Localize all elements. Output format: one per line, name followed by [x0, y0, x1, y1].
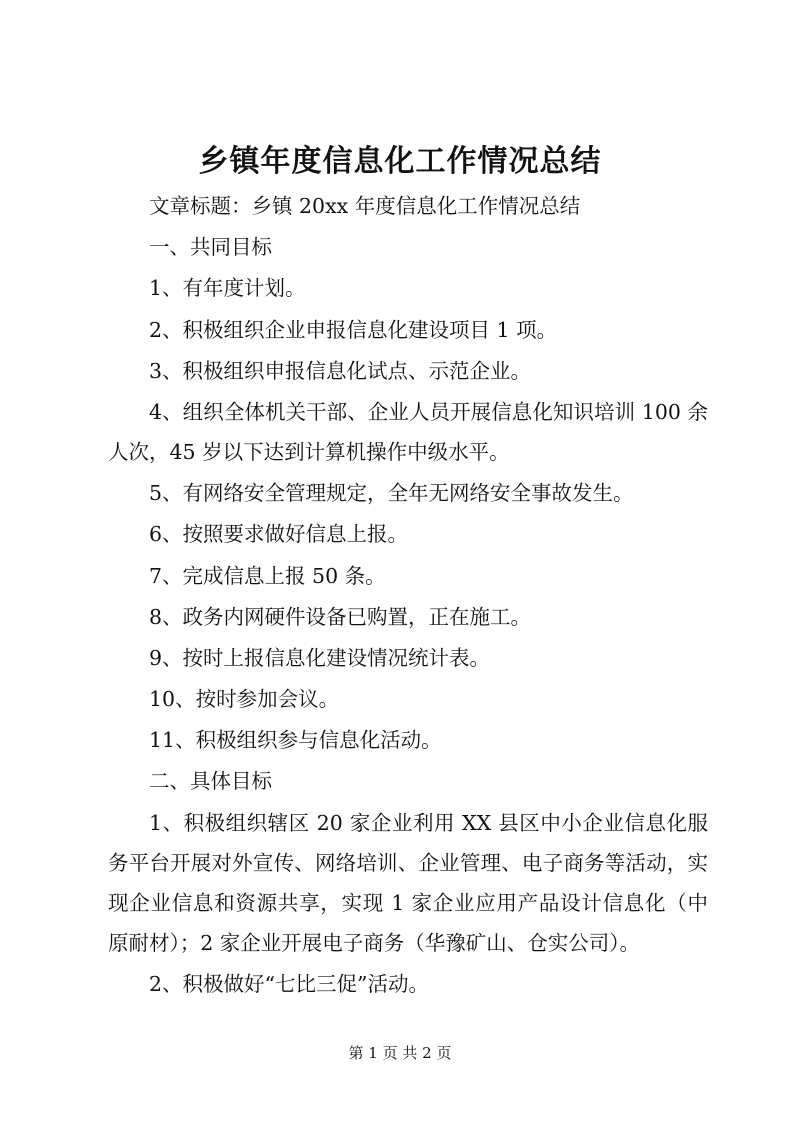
document-body — [108, 186, 708, 1005]
list-item: 11、积极组织参与信息化活动。 — [149, 728, 442, 753]
page-footer: 第 1 页 共 2 页 — [348, 1044, 452, 1062]
list-item: 2、积极做好“七比三促”活动。 — [149, 971, 430, 996]
list-item: 10、按时参加会议。 — [149, 687, 340, 712]
list-item: 8、政务内网硬件设备已购置，正在施工。 — [149, 604, 532, 629]
document-title: 乡镇年度信息化工作情况总结 — [198, 144, 602, 179]
list-item: 7、完成信息上报 50 条。 — [149, 563, 386, 588]
section-heading: 一、共同目标 — [149, 235, 272, 260]
list-item: 1、有年度计划。 — [149, 276, 306, 301]
list-item: 2、积极组织企业申报信息化建设项目 1 项。 — [149, 317, 558, 342]
list-item: 1、积极组织辖区 20 家企业利用 XX 县区中小企业信息化服务平台开展对外宣传、网络培训、企业管理、电子商务等活动，实现企业信息和资源共享，实现 1 家企业应用产品设计信息化（中原耐材）；2 家企业开展电子商务（华豫矿山、仓实公司）。 — [108, 810, 708, 955]
list-item: 5、有网络安全管理规定，全年无网络安全事故发生。 — [149, 481, 634, 506]
list-item: 4、组织全体机关干部、企业人员开展信息化知识培训 100 余人次，45 岁以下达到计算机操作中级水平。 — [108, 399, 708, 464]
article-title-line: 文章标题：乡镇 20xx 年度信息化工作情况总结 — [149, 194, 581, 218]
list-item: 9、按时上报信息化建设情况统计表。 — [149, 645, 491, 670]
list-item: 3、积极组织申报信息化试点、示范企业。 — [149, 358, 532, 383]
list-item: 6、按照要求做好信息上报。 — [149, 522, 409, 547]
section-heading: 二、具体目标 — [149, 769, 272, 794]
